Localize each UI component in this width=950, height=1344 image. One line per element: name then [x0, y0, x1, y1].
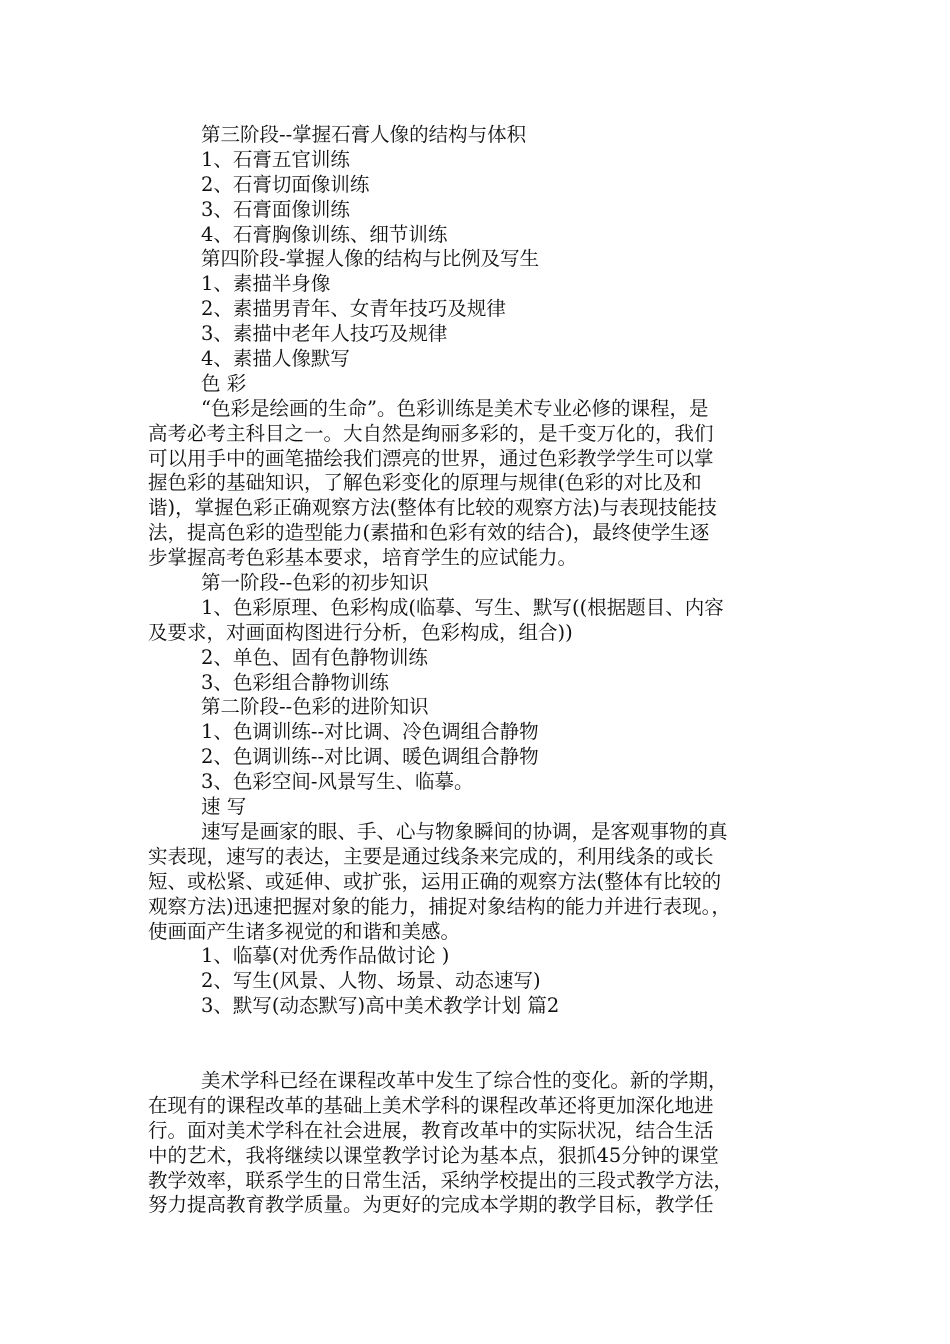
- text-line: 短、或松紧、或延伸、或扩张，运用正确的观察方法(整体有比较的: [148, 869, 722, 893]
- text-line: 行。面对美术学科在社会进展，教育改革中的实际状况，结合生活: [148, 1118, 714, 1142]
- text-line: 高考必考主科目之一。大自然是绚丽多彩的，是千变万化的，我们: [148, 421, 714, 445]
- text-line: 2、色调训练--对比调、暖色调组合静物: [201, 745, 539, 769]
- text-line: 3、色彩空间-风景写生、临摹。: [201, 770, 474, 794]
- text-line: 2、写生(风景、人物、场景、动态速写): [201, 969, 541, 993]
- text-line: 使画面产生诸多视觉的和谐和美感。: [148, 919, 461, 943]
- text-line: 速 写: [201, 795, 247, 819]
- text-line: 第三阶段--掌握石膏人像的结构与体积: [201, 123, 527, 146]
- text-block-teaching-plan: [148, 1069, 816, 1218]
- text-line: 第四阶段-掌握人像的结构与比例及写生: [201, 247, 540, 271]
- text-line: 2、单色、固有色静物训练: [201, 645, 428, 669]
- text-line: 色 彩: [201, 371, 247, 395]
- text-line: 3、色彩组合静物训练: [201, 670, 389, 694]
- text-line: 1、色彩原理、色彩构成(临摹、写生、默写((根据题目、内容: [201, 595, 724, 619]
- text-line: 2、素描男青年、女青年技巧及规律: [201, 297, 506, 321]
- text-line: 2、石膏切面像训练: [201, 172, 370, 196]
- text-line: 第一阶段--色彩的初步知识: [201, 571, 429, 595]
- text-line: 3、石膏面像训练: [201, 197, 350, 221]
- text-line: 谐)，掌握色彩正确观察方法(整体有比较的观察方法)与表现技能技: [148, 496, 717, 520]
- text-line: 握色彩的基础知识，了解色彩变化的原理与规律(色彩的对比及和: [148, 471, 702, 495]
- text-line: 4、石膏胸像训练、细节训练: [201, 222, 448, 246]
- text-line: 在现有的课程改革的基础上美术学科的课程改革还将更加深化地进: [148, 1093, 714, 1117]
- text-line: “色彩是绘画的生命”。色彩训练是美术专业必修的课程，是: [201, 396, 709, 420]
- text-block-art-stages: [148, 123, 816, 1019]
- text-line: 实表现，速写的表达，主要是通过线条来完成的，利用线条的或长: [148, 844, 714, 868]
- text-line: 可以用手中的画笔描绘我们漂亮的世界，通过色彩教学学生可以掌: [148, 446, 714, 470]
- text-line: 教学效率，联系学生的日常生活，采纳学校提出的三段式教学方法，: [148, 1168, 734, 1192]
- text-line: 3、默写(动态默写)高中美术教学计划 篇2: [201, 994, 560, 1018]
- text-line: 第二阶段--色彩的进阶知识: [201, 695, 429, 719]
- text-line: 速写是画家的眼、手、心与物象瞬间的协调，是客观事物的真: [201, 819, 728, 843]
- text-line: 法，提高色彩的造型能力(素描和色彩有效的结合)，最终使学生逐: [148, 521, 710, 545]
- text-line: 努力提高教育教学质量。为更好的完成本学期的教学目标，教学任: [148, 1193, 714, 1217]
- text-line: 中的艺术，我将继续以课堂教学讨论为基本点，狠抓45分钟的课堂: [148, 1143, 719, 1167]
- text-line: 及要求，对画面构图进行分析，色彩构成，组合)): [148, 620, 573, 644]
- text-line: 3、素描中老年人技巧及规律: [201, 322, 448, 346]
- text-line: 观察方法)迅速把握对象的能力，捕捉对象结构的能力并进行表现。，: [148, 894, 731, 918]
- text-line: 4、素描人像默写: [201, 347, 350, 371]
- text-line: 步掌握高考色彩基本要求，培育学生的应试能力。: [148, 546, 578, 570]
- text-line: 美术学科已经在课程改革中发生了综合性的变化。新的学期，: [201, 1069, 728, 1092]
- text-line: 1、临摹(对优秀作品做讨论 ): [201, 944, 450, 968]
- text-line: 1、石膏五官训练: [201, 147, 350, 171]
- text-line: 1、素描半身像: [201, 272, 331, 296]
- text-line: 1、色调训练--对比调、冷色调组合静物: [201, 720, 539, 744]
